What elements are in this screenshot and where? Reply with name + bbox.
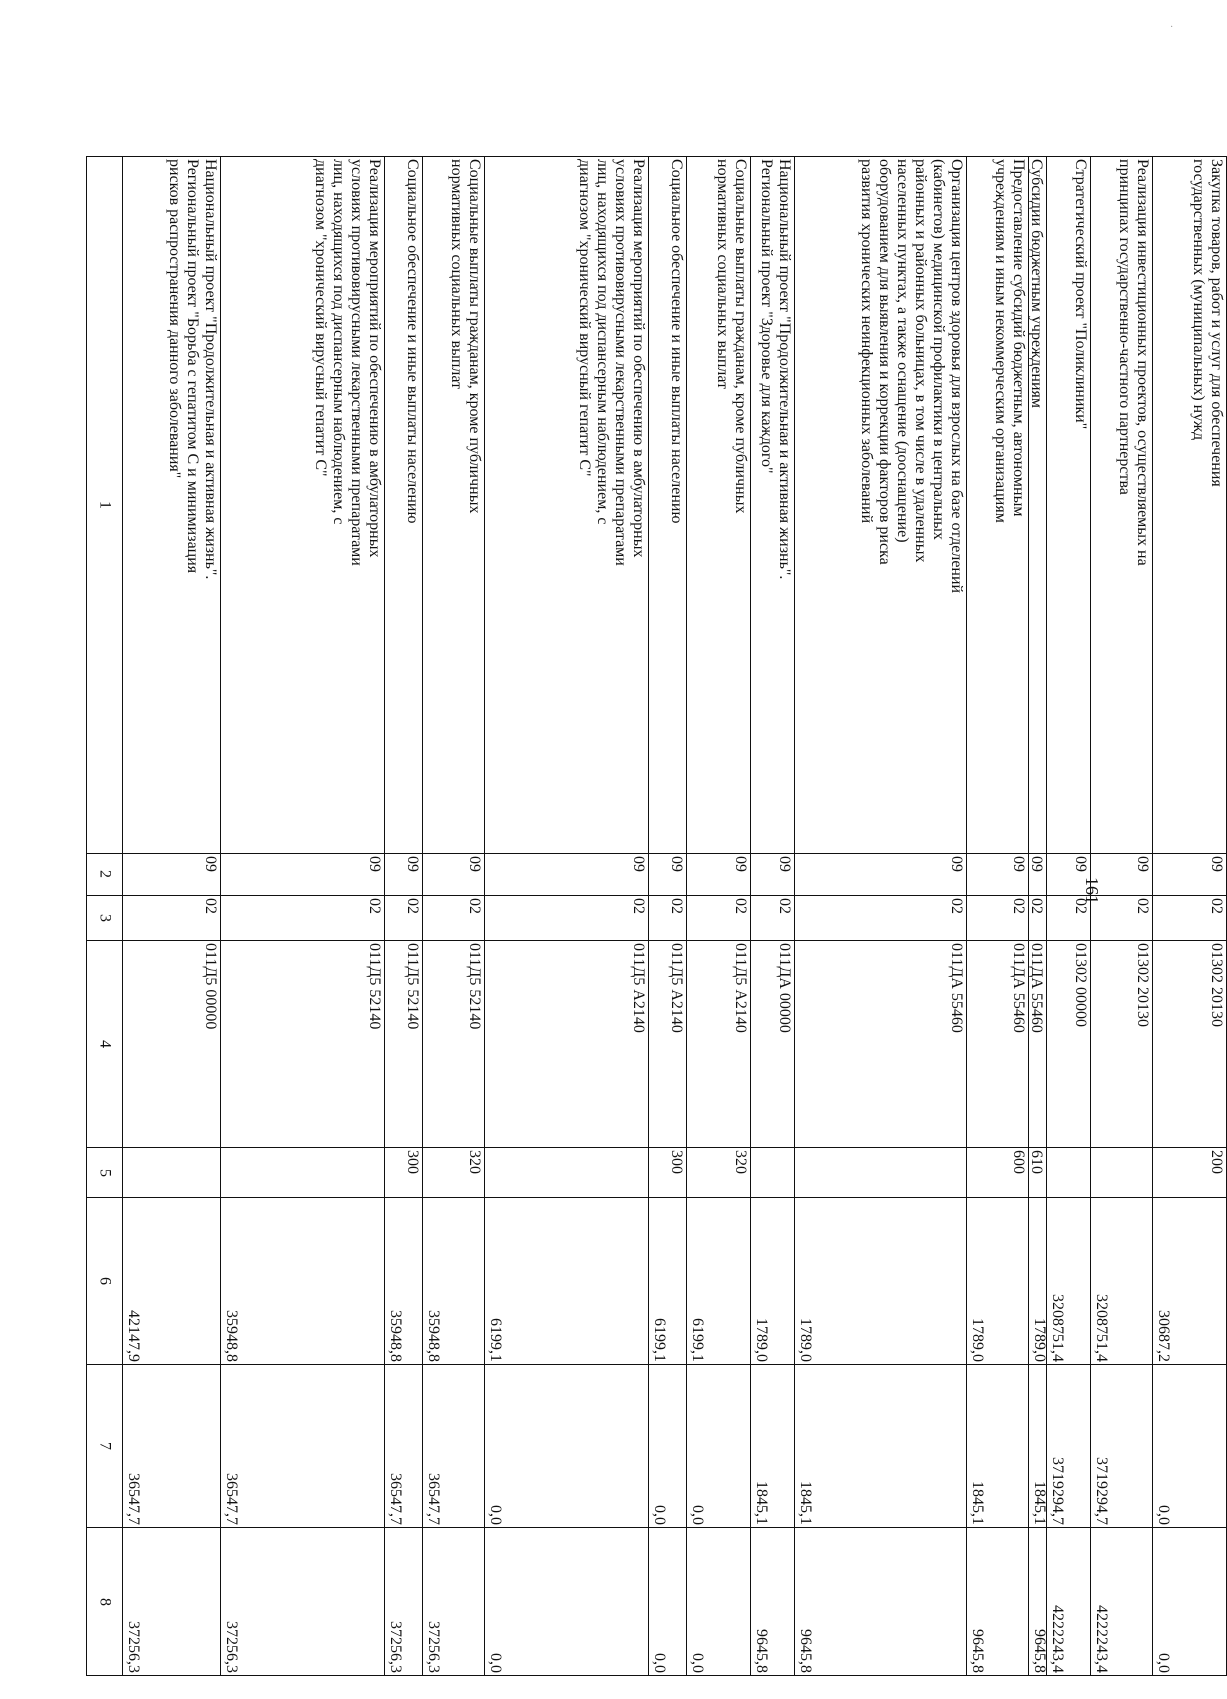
cell-c5 (123, 1148, 221, 1198)
scan-mark: · (1170, 22, 1174, 33)
cell-c7: 36547,7 (385, 1364, 423, 1528)
cell-c4: 011ДА 55460 (1029, 940, 1047, 1147)
cell-c4: 011ДА 55460 (795, 940, 967, 1147)
cell-c6: 1789,0 (795, 1198, 967, 1364)
cell-c8: 37256,3 (385, 1528, 423, 1676)
cell-c4: 011Д5 52140 (423, 940, 485, 1147)
cell-c5 (1047, 1148, 1091, 1198)
cell-c7: 1845,1 (795, 1364, 967, 1528)
cell-c3: 02 (1091, 896, 1153, 941)
cell-c4: 01302 20130 (1153, 940, 1227, 1147)
row-name-line: Социальные выплаты гражданам, кроме публичных (732, 159, 749, 514)
budget-table (86, 156, 1227, 1676)
column-4 (87, 940, 1227, 1147)
row-name-line: рисков распространения данного заболевания" (166, 159, 183, 479)
cell-c3: 02 (1047, 896, 1091, 941)
row-name (795, 157, 967, 854)
column-3 (87, 896, 1227, 941)
cell-c8: 0,0 (687, 1528, 751, 1676)
cell-c3: 02 (795, 896, 967, 941)
row-name-line: лиц, находящихся под диспансерным наблюдением, с (594, 159, 611, 525)
cell-c5: 200 (1153, 1148, 1227, 1198)
column-5 (87, 1148, 1227, 1198)
row-name-line: Предоставление субсидий бюджетным, автономным (1010, 159, 1027, 517)
cell-c4: 011ДА 55460 (967, 940, 1029, 1147)
row-name-line: Социальные выплаты гражданам, кроме публичных (466, 159, 483, 514)
row-name-line: оборудованием для выявления и коррекции факторов риска (876, 159, 893, 565)
cell-c7: 1845,1 (1029, 1364, 1047, 1528)
cell-c5: 300 (649, 1148, 687, 1198)
cell-c5: 320 (423, 1148, 485, 1198)
column-2 (87, 853, 1227, 895)
cell-c5 (751, 1148, 795, 1198)
cell-c2: 09 (751, 853, 795, 895)
cell-c3: 02 (1153, 896, 1227, 941)
row-name-line: учреждениям и иным некоммерческим организациям (992, 159, 1009, 523)
cell-c2: 09 (1153, 853, 1227, 895)
column-header: 8 (87, 1528, 123, 1676)
cell-c8: 37256,3 (423, 1528, 485, 1676)
cell-c2: 09 (1029, 853, 1047, 895)
cell-c3: 02 (385, 896, 423, 941)
row-name (485, 157, 649, 854)
cell-c8: 0,0 (1153, 1528, 1227, 1676)
cell-c6: 6199,1 (687, 1198, 751, 1364)
cell-c7: 1845,1 (751, 1364, 795, 1528)
cell-c6: 42147,9 (123, 1198, 221, 1364)
cell-c7: 0,0 (485, 1364, 649, 1528)
cell-c8: 4222243,4 (1091, 1528, 1153, 1676)
cell-c3: 02 (751, 896, 795, 941)
cell-c2: 09 (485, 853, 649, 895)
column-header: 1 (87, 157, 123, 854)
row-name-line: (кабинетов) медицинской профилактики в центральных (930, 159, 947, 540)
cell-c6: 30687,2 (1153, 1198, 1227, 1364)
row-name (123, 157, 221, 854)
row-name-line: диагнозом "хронический вирусный гепатит С" (576, 159, 593, 477)
column-1 (87, 157, 1227, 854)
row-name-line: развития хронических неинфекционных заболеваний (858, 159, 875, 524)
cell-c2: 09 (385, 853, 423, 895)
row-name-line: Субсидии бюджетным учреждениям (1028, 159, 1045, 408)
cell-c2: 09 (795, 853, 967, 895)
cell-c2: 09 (687, 853, 751, 895)
column-7 (87, 1364, 1227, 1528)
row-name (967, 157, 1029, 854)
cell-c8: 9645,8 (1029, 1528, 1047, 1676)
page-number: 161 (1082, 877, 1102, 904)
row-name-line: Национальный проект "Продолжительная и активная жизнь". (202, 159, 219, 580)
row-name-line: условиях противовирусными лекарственными препаратами (348, 159, 365, 566)
column-header: 7 (87, 1364, 123, 1528)
column-8 (87, 1528, 1227, 1676)
cell-c4: 011Д5 00000 (123, 940, 221, 1147)
cell-c5 (795, 1148, 967, 1198)
row-name-line: Социальное обеспечение и иные выплаты населению (404, 159, 421, 524)
cell-c6: 35948,8 (221, 1198, 385, 1364)
row-name-line: Региональный проект "Борьба с гепатитом С и минимизация (184, 159, 201, 574)
cell-c7: 0,0 (687, 1364, 751, 1528)
cell-c7: 36547,7 (221, 1364, 385, 1528)
cell-c7: 36547,7 (123, 1364, 221, 1528)
row-name-line: Закупка товаров, работ и услуг для обеспечения (1208, 159, 1225, 487)
cell-c5 (221, 1148, 385, 1198)
row-name-line: условиях противовирусными лекарственными препаратами (612, 159, 629, 566)
cell-c2: 09 (649, 853, 687, 895)
row-name-line: принципах государственно-частного партнерства (1116, 159, 1133, 495)
cell-c7: 0,0 (1153, 1364, 1227, 1528)
row-name (1029, 157, 1047, 854)
cell-c4: 01302 20130 (1091, 940, 1153, 1147)
row-name (385, 157, 423, 854)
cell-c8: 0,0 (485, 1528, 649, 1676)
row-name-line: диагнозом "хронический вирусный гепатит С" (312, 159, 329, 477)
column-6 (87, 1198, 1227, 1364)
column-header: 4 (87, 940, 123, 1147)
cell-c2: 09 (967, 853, 1029, 895)
row-name-line: районных и районных больницах, в том числе в удаленных (912, 159, 929, 563)
cell-c3: 02 (485, 896, 649, 941)
column-header: 3 (87, 896, 123, 941)
cell-c7: 3719294,7 (1047, 1364, 1091, 1528)
row-name-line: Реализация инвестиционных проектов, осуществляемых на (1134, 159, 1151, 566)
cell-c4: 011Д5 А2140 (649, 940, 687, 1147)
row-name-line: лиц, находящихся под диспансерным наблюдением, с (330, 159, 347, 525)
cell-c4: 01302 00000 (1047, 940, 1091, 1147)
cell-c6: 3208751,4 (1091, 1198, 1153, 1364)
cell-c3: 02 (221, 896, 385, 941)
cell-c6: 3208751,4 (1047, 1198, 1091, 1364)
cell-c3: 02 (687, 896, 751, 941)
row-name-line: государственных (муниципальных) нужд (1190, 159, 1207, 441)
row-name-line: Национальный проект "Продолжительная и активная жизнь". (776, 159, 793, 580)
cell-c8: 9645,8 (795, 1528, 967, 1676)
cell-c8: 37256,3 (221, 1528, 385, 1676)
cell-c3: 02 (123, 896, 221, 941)
cell-c4: 011Д5 А2140 (687, 940, 751, 1147)
row-name-line: Реализация мероприятий по обеспечению в амбулаторных (630, 159, 647, 558)
cell-c8: 9645,8 (967, 1528, 1029, 1676)
row-name (423, 157, 485, 854)
row-name-line: Региональный проект "Здоровье для каждого" (758, 159, 775, 474)
row-name (687, 157, 751, 854)
cell-c2: 09 (221, 853, 385, 895)
row-name (1047, 157, 1091, 854)
cell-c8: 37256,3 (123, 1528, 221, 1676)
rotated-page-content (86, 156, 1225, 1676)
cell-c2: 09 (1047, 853, 1091, 895)
row-name-line: нормативных социальных выплат (714, 159, 731, 390)
cell-c4: 011ДА 00000 (751, 940, 795, 1147)
cell-c8: 4222243,4 (1047, 1528, 1091, 1676)
cell-c4: 011Д5 А2140 (485, 940, 649, 1147)
cell-c3: 02 (649, 896, 687, 941)
row-name-line: Стратегический проект "Поликлиники" (1072, 159, 1089, 430)
cell-c6: 1789,0 (1029, 1198, 1047, 1364)
cell-c7: 36547,7 (423, 1364, 485, 1528)
row-name-line: Реализация мероприятий по обеспечению в амбулаторных (366, 159, 383, 558)
row-name-line: Организация центров здоровья для взрослых на базе отделений (948, 159, 965, 594)
column-header: 6 (87, 1198, 123, 1364)
cell-c6: 35948,8 (423, 1198, 485, 1364)
cell-c4: 011Д5 52140 (385, 940, 423, 1147)
row-name (649, 157, 687, 854)
cell-c8: 9645,8 (751, 1528, 795, 1676)
row-name (1153, 157, 1227, 854)
row-name-line: нормативных социальных выплат (448, 159, 465, 390)
cell-c3: 02 (967, 896, 1029, 941)
cell-c6: 1789,0 (967, 1198, 1029, 1364)
column-header: 5 (87, 1148, 123, 1198)
cell-c2: 09 (1091, 853, 1153, 895)
row-name-line: населенных пунктах, а также оснащение (дооснащение) (894, 159, 911, 543)
row-name-line: Социальное обеспечение и иные выплаты населению (668, 159, 685, 524)
cell-c5: 320 (687, 1148, 751, 1198)
row-name (751, 157, 795, 854)
cell-c6: 35948,8 (385, 1198, 423, 1364)
column-header: 2 (87, 853, 123, 895)
cell-c6: 6199,1 (649, 1198, 687, 1364)
cell-c6: 1789,0 (751, 1198, 795, 1364)
cell-c7: 0,0 (649, 1364, 687, 1528)
cell-c5: 600 (967, 1148, 1029, 1198)
cell-c6: 6199,1 (485, 1198, 649, 1364)
cell-c5 (485, 1148, 649, 1198)
cell-c8: 0,0 (649, 1528, 687, 1676)
cell-c2: 09 (123, 853, 221, 895)
cell-c4: 011Д5 52140 (221, 940, 385, 1147)
row-name (221, 157, 385, 854)
cell-c7: 1845,1 (967, 1364, 1029, 1528)
cell-c2: 09 (423, 853, 485, 895)
cell-c3: 02 (423, 896, 485, 941)
cell-c5 (1091, 1148, 1153, 1198)
row-name (1091, 157, 1153, 854)
cell-c5: 610 (1029, 1148, 1047, 1198)
cell-c7: 3719294,7 (1091, 1364, 1153, 1528)
table-body (87, 157, 1227, 1676)
cell-c3: 02 (1029, 896, 1047, 941)
cell-c5: 300 (385, 1148, 423, 1198)
